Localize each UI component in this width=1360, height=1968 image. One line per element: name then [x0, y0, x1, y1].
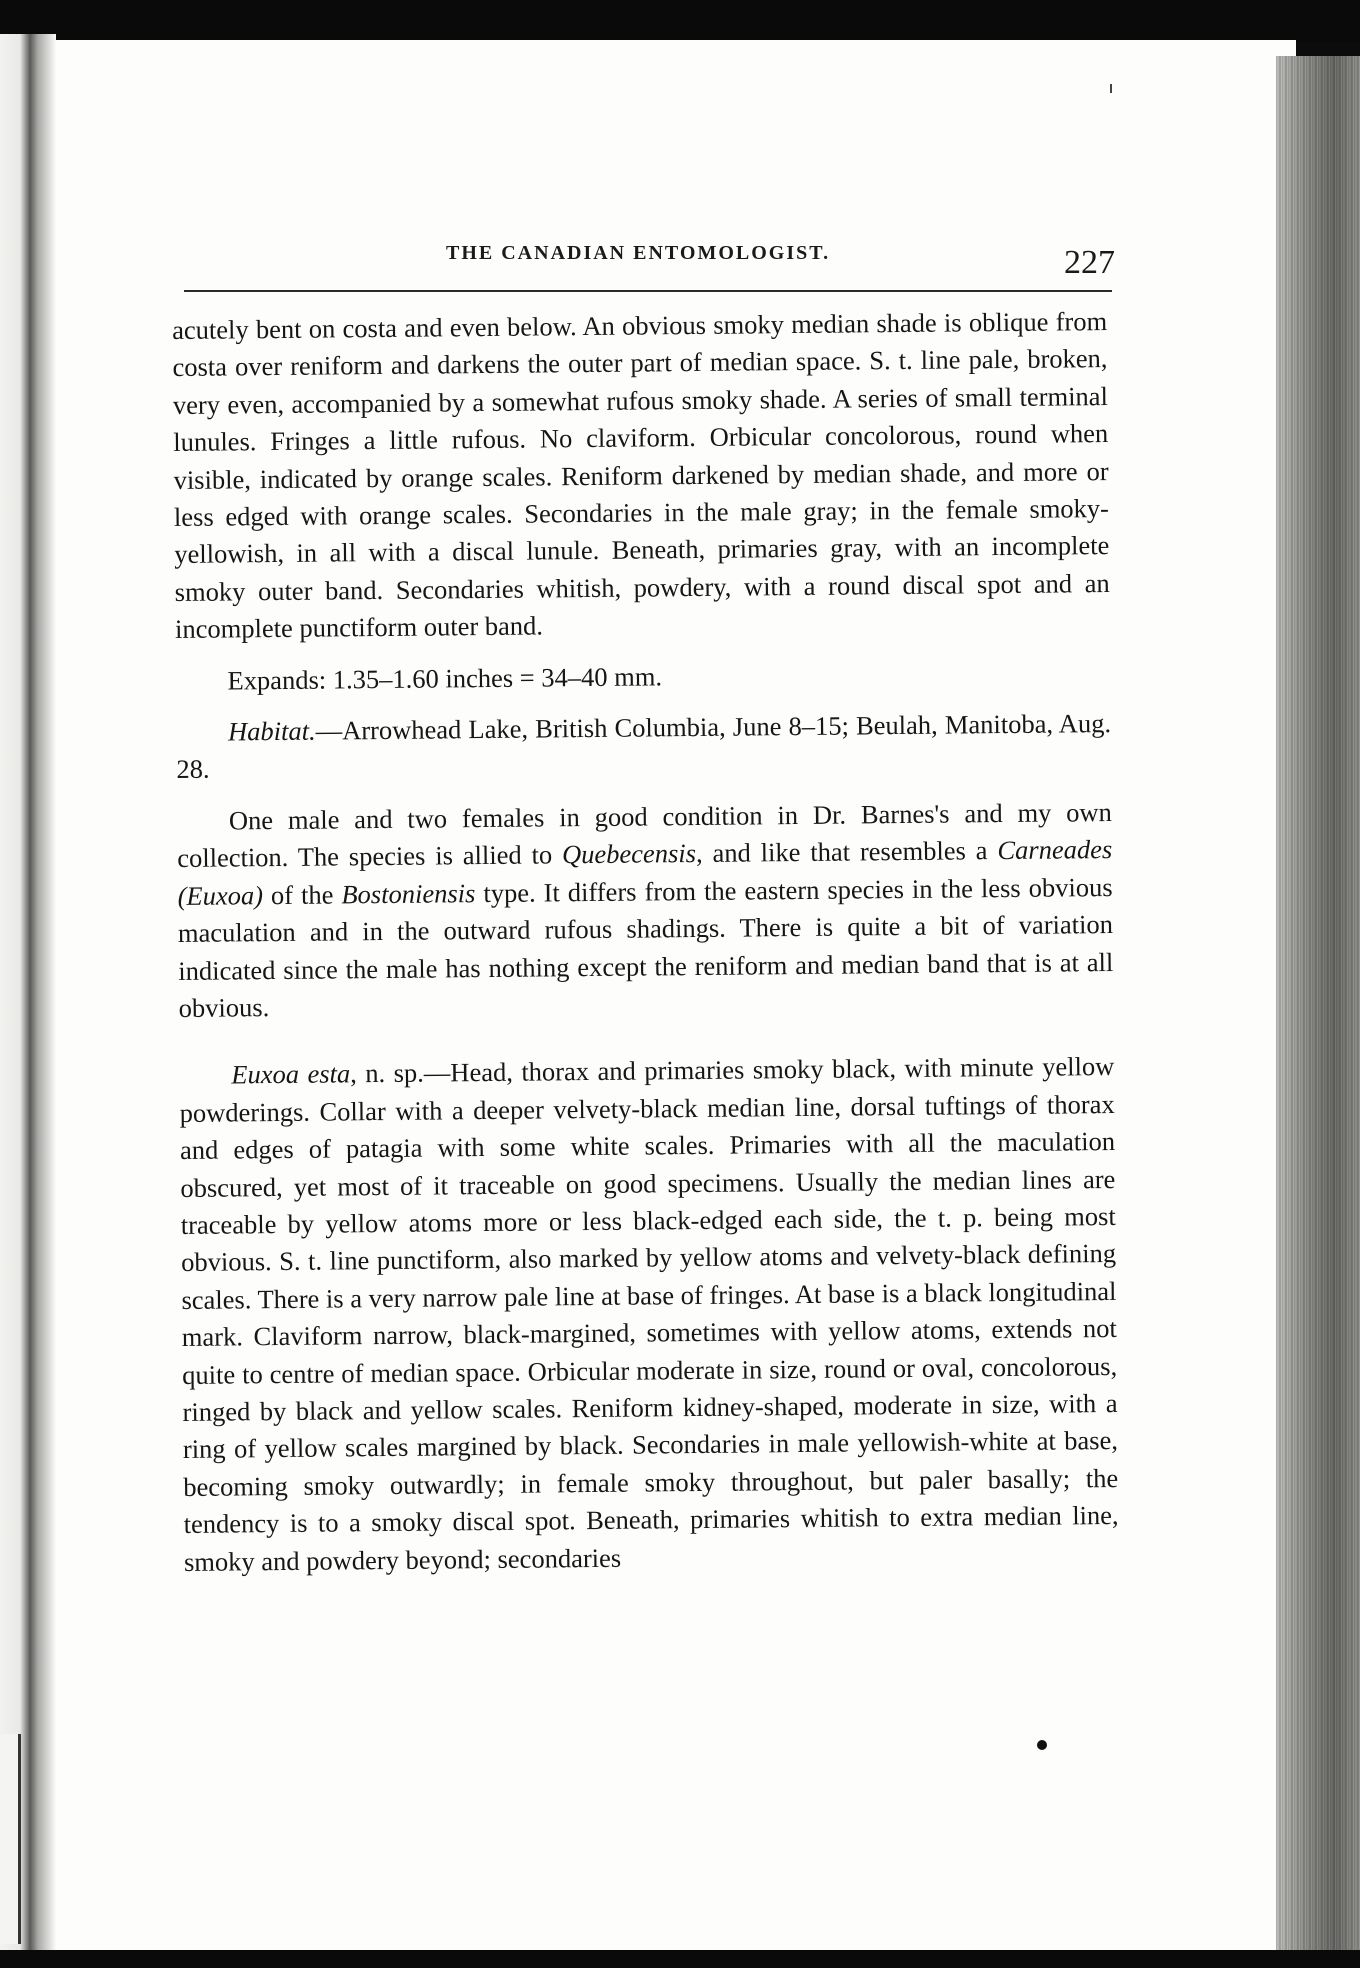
body-text	[172, 303, 1119, 1581]
remarks-text-g: type. It differs from the eastern species in the less obvious maculation and in the outward rufous shadings. There is quite a bit of variation indicated since the male has nothing except the reniform and median band that is at all obvious.	[177, 871, 1114, 1023]
habitat-label: Habitat.	[227, 715, 316, 747]
remarks-text-c: , and like that resembles a	[695, 835, 998, 869]
remarks-text-a: One male and two females in good condition in Dr. Barnes's and my own collection. The species is allied to	[177, 796, 1112, 874]
euxoa-esta-description: , n. sp.—Head, thorax and primaries smoky black, with minute yellow powderings. Collar with a deeper velvety-black median line, dorsal tuftings of thorax and edges of patagia with some white scales. Primaries with all the maculation obscured, yet most of it traceable on good specimens. Usually the median lines are traceable by yellow atoms more or less black-edged each side, the t. p. being most obvious. S. t. line punctiform, also marked by yellow atoms and velvety-black defining scales. There is a very narrow pale line at base of fringes. At base is a black longitudinal mark. Claviform narrow, black-margined, sometimes with yellow atoms, extends not quite to centre of median space. Orbicular moderate in size, round or oval, concolorous, ringed by black and yellow scales. Reniform kidney-shaped, moderate in size, with a ring of yellow scales margined by black. Secondaries in male yellowish-white at base, becoming smoky outwardly; in female smoky throughout, but paler basally; the tendency is to a smoky discal spot. Beneath, primaries whitish to extra median line, smoky and powdery beyond; secondaries	[179, 1051, 1119, 1577]
scan-top-border	[0, 0, 1360, 42]
scan-speck	[1110, 84, 1112, 93]
paragraph-expanse: Expands: 1.35–1.60 inches = 34–40 mm.	[227, 660, 663, 696]
paragraph-remarks	[177, 794, 1114, 1027]
header-rule	[184, 290, 1112, 292]
book-gutter	[0, 34, 56, 1954]
species-bostoniensis: Bostoniensis	[341, 877, 476, 910]
page-tab-edge	[0, 1734, 21, 1944]
paragraph-description-continued: acutely bent on costa and even below. An obvious smoky median shade is oblique from costa over reniform and darkens the outer part of median space. S. t. line pale, broken, very even, accompanied by a somewhat rufous smoky shade. A series of small terminal lunules. Fringes a little rufous. No claviform. Orbicular concolorous, round when visible, indicated by orange scales. Reniform darkened by median shade, and more or less edged with orange scales. Secondaries in the male gray; in the female smoky-yellowish, in all with a discal lunule. Beneath, primaries gray, with an incomplete smoky outer band. Secondaries whitish, powdery, with a round discal spot and an incomplete punctiform outer band.	[172, 306, 1110, 645]
habitat-text: —Arrowhead Lake, British Columbia, June 8–15; Beulah, Manitoba, Aug. 28.	[176, 708, 1112, 785]
genus-carneades-euxoa: Carneades (Euxoa)	[177, 834, 1113, 911]
remarks-text-e: of the	[262, 879, 342, 910]
species-quebecensis: Quebecensis	[561, 838, 697, 870]
running-head: THE CANADIAN ENTOMOLOGIST.	[446, 242, 831, 264]
page-number: 227	[1064, 244, 1115, 281]
paragraph-habitat	[176, 705, 1112, 789]
scan-bottom-border	[0, 1950, 1360, 1968]
ink-dot	[1037, 1740, 1047, 1750]
paragraph-euxoa-esta	[179, 1048, 1119, 1581]
page-edges-stack	[1276, 56, 1360, 1956]
species-euxoa-esta: Euxoa esta	[231, 1058, 351, 1090]
